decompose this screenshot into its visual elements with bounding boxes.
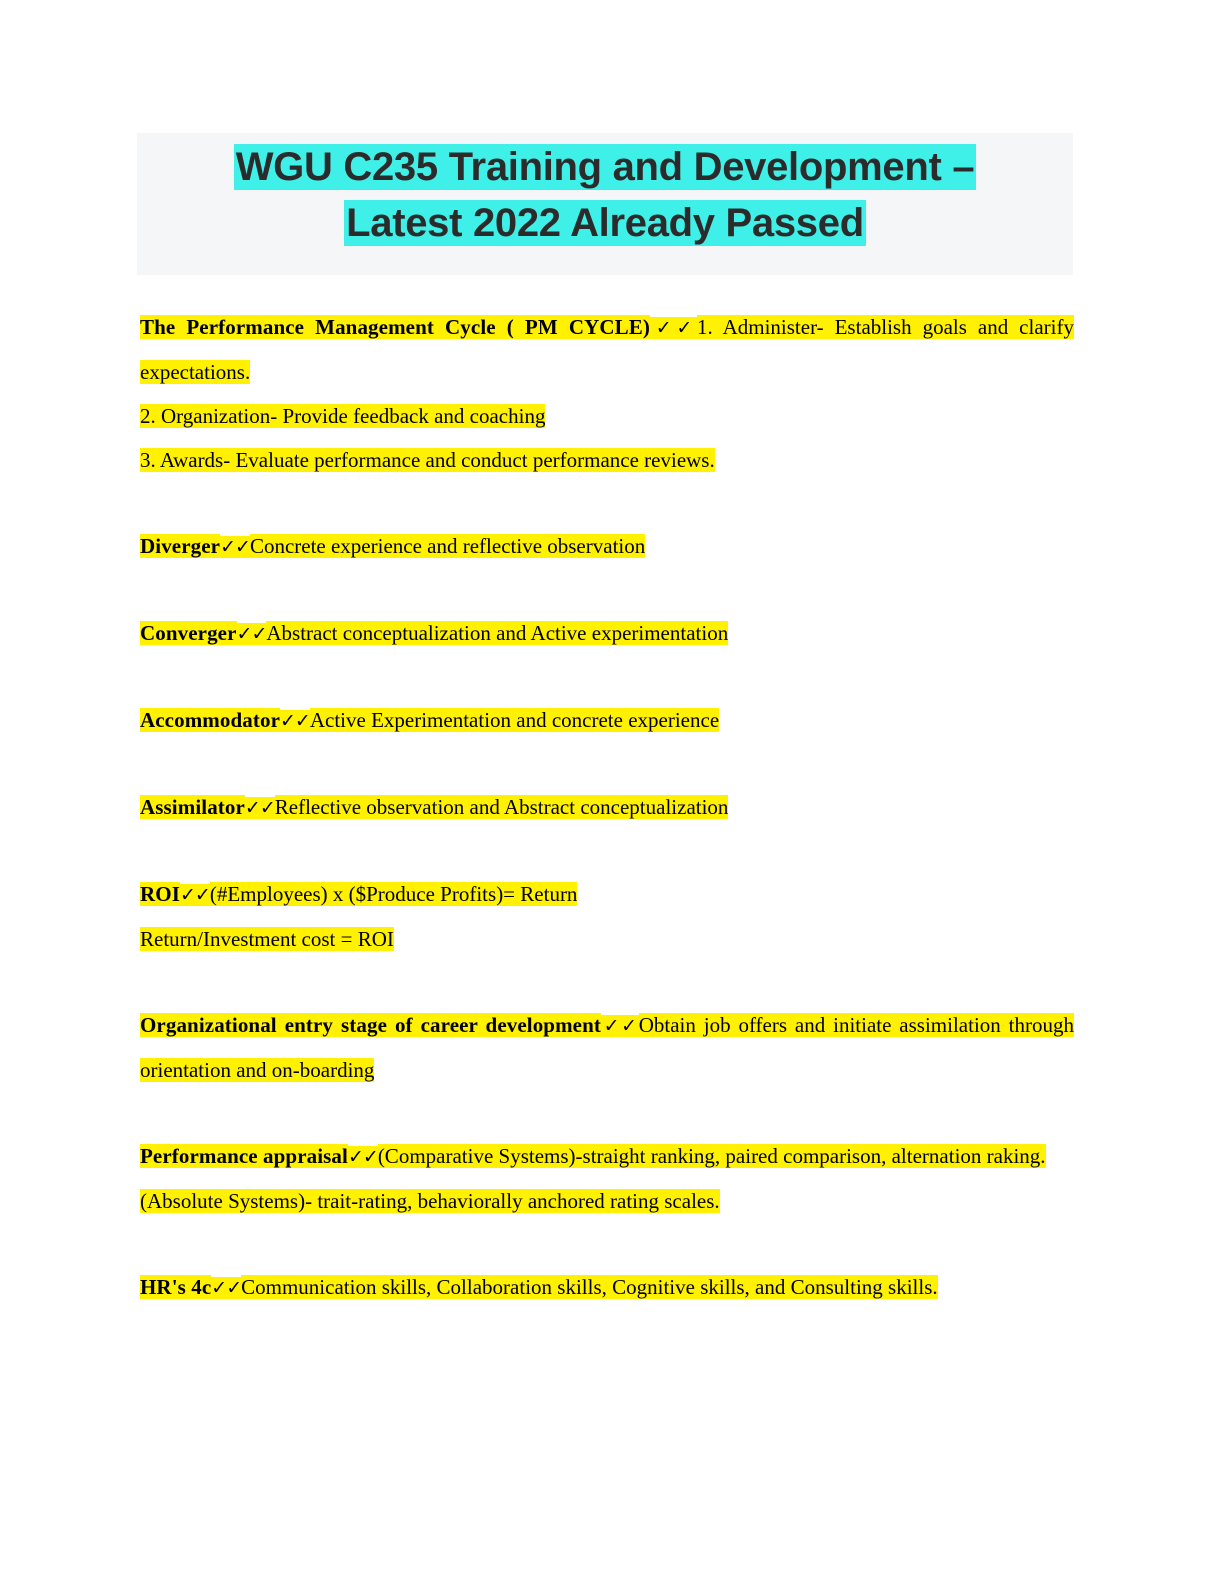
qa-block-organizational-entry [140,1003,1074,1092]
definition-text: (Comparative Systems)-straight ranking, paired comparison, alternation raking. [377,1144,1046,1168]
term-label: The Performance Management Cycle ( PM CYCLE) [140,315,650,339]
qa-line [140,1265,1074,1310]
qa-block-pm-cycle [140,305,1074,482]
definition-text: Active Experimentation and concrete experience [309,708,720,732]
definition-text: (#Employees) x ($Produce Profits)= Return [209,882,578,906]
spacer [140,482,1074,524]
checkmark-icon: ✓✓ [211,1277,242,1299]
document-body [140,305,1074,1310]
extra-line-text: 2. Organization- Provide feedback and coaching [140,404,546,428]
term-label: ROI [140,882,180,906]
qa-line [140,1003,1074,1092]
definition-text: Obtain job offers and initiate assimilation through orientation and on-boarding [140,1013,1074,1082]
spacer [140,830,1074,872]
qa-block-hr-4c [140,1265,1074,1310]
qa-block-accommodator [140,698,1074,743]
checkmark-icon: ✓✓ [220,536,250,558]
title-line-2-text: Latest 2022 Already Passed [346,201,864,245]
spacer [140,1223,1074,1265]
qa-line [140,698,1074,743]
qa-block-performance-appraisal [140,1134,1074,1223]
checkmark-icon: ✓✓ [649,317,697,339]
page-title [137,133,1073,275]
definition-text: Communication skills, Collaboration skills, Cognitive skills, and Consulting skills. [241,1275,938,1299]
spacer [140,961,1074,1003]
checkmark-icon: ✓✓ [179,884,210,906]
extra-line-text: (Absolute Systems)- trait-rating, behaviorally anchored rating scales. [140,1189,720,1213]
qa-extra-line [140,1179,1074,1223]
term-label: Assimilator [140,795,245,819]
qa-line [140,305,1074,394]
term-label: Accommodator [140,708,280,732]
qa-block-assimilator [140,785,1074,830]
definition-text: Concrete experience and reflective observation [249,534,646,558]
extra-line-text: Return/Investment cost = ROI [140,927,394,951]
qa-block-diverger [140,524,1074,569]
qa-line [140,611,1074,656]
definition-text: Reflective observation and Abstract conceptualization [274,795,729,819]
qa-line [140,785,1074,830]
spacer [140,569,1074,611]
title-line-1-text: WGU C235 Training and Development – [235,145,975,189]
term-label: Performance appraisal [140,1144,348,1168]
qa-block-roi [140,872,1074,961]
checkmark-icon: ✓✓ [347,1146,378,1168]
qa-line [140,1134,1074,1179]
title-line-2 [137,195,1073,251]
qa-extra-line [140,917,1074,961]
definition-text: 1. Administer- Establish goals and clarify expectations. [140,315,1074,384]
qa-extra-line [140,438,1074,482]
checkmark-icon: ✓✓ [600,1015,639,1037]
term-label: Converger [140,621,237,645]
extra-line-text: 3. Awards- Evaluate performance and conduct performance reviews. [140,448,715,472]
spacer [140,656,1074,698]
qa-block-converger [140,611,1074,656]
qa-extra-line [140,394,1074,438]
checkmark-icon: ✓✓ [244,797,275,819]
term-label: HR's 4c [140,1275,212,1299]
checkmark-icon: ✓✓ [280,710,310,732]
qa-line [140,524,1074,569]
spacer [140,1092,1074,1134]
checkmark-icon: ✓✓ [236,623,267,645]
definition-text: Abstract conceptualization and Active experimentation [266,621,729,645]
qa-line [140,872,1074,917]
term-label: Diverger [140,534,221,558]
spacer [140,743,1074,785]
term-label: Organizational entry stage of career development [140,1013,601,1037]
title-line-1 [137,139,1073,195]
